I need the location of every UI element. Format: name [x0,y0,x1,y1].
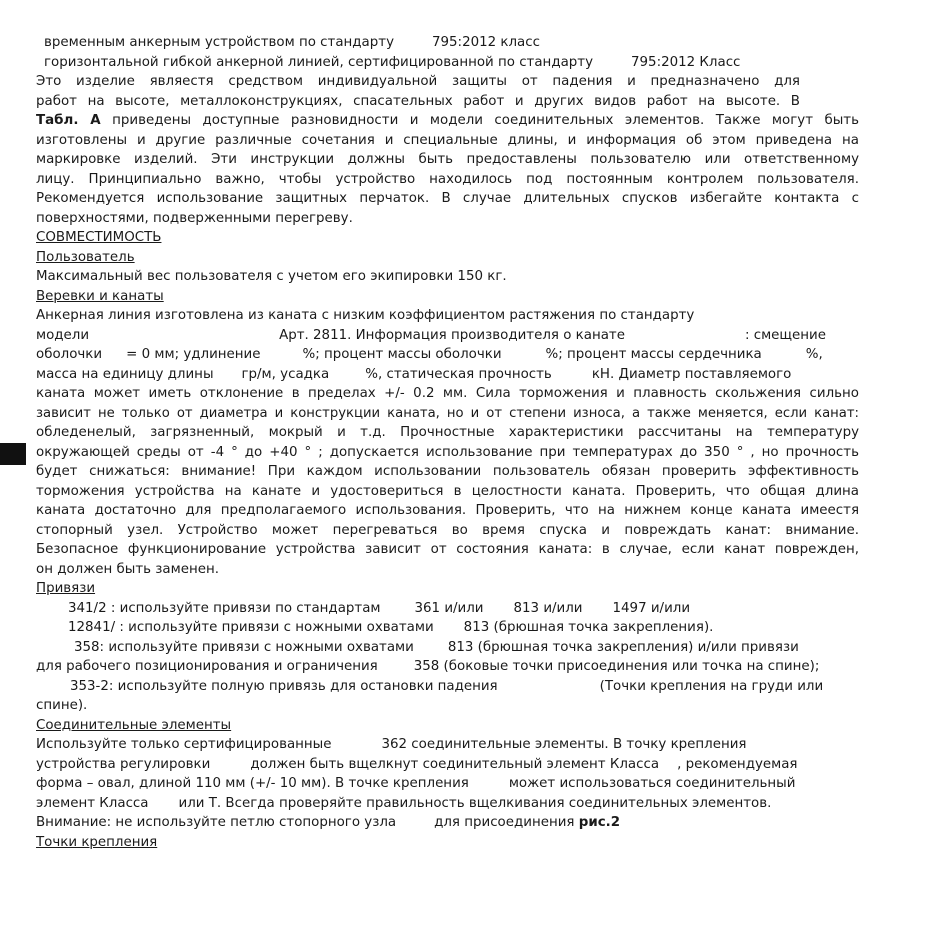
text-line: Безопасное функционирование устройства зависит от состояния каната: в случае, если канат поврежден, [36,542,859,557]
text-line: Анкерная линия изготовлена из каната с низким коэффициентом растяжения по стандарту [36,308,695,323]
text-line: каната достаточно для предполагаемого использования. Проверить, что на нижнем конце каната имеестя [36,503,859,518]
document-page [36,33,859,852]
text-line: 358: используйте привязи с ножными охватами 813 (брюшная точка закрепления) и/или привязи [74,639,799,655]
text-line: временным анкерным устройством по стандарту 795:2012 класс [44,35,540,50]
text-line: окружающей среды от -4 ° до +40 ° ; допускается использование при температурах до 350 ° , но прочность [36,444,859,460]
text-line: Табл. А приведены доступные разновидности и модели соединительных элементов. Также могут быть [36,113,859,128]
text-line: модели Арт. 2811. Информация производителя о канате : смещение [36,327,826,343]
subsection-heading-harness: Привязи [36,581,96,596]
subsection-heading-anchor-points: Точки крепления [36,834,158,850]
text-line: для рабочего позиционирования и ограничения 358 (боковые точки присоединения или точка на спине); [36,659,820,674]
subsection-heading-connectors: Соединительные элементы [36,717,232,733]
text-line: Это изделие являестя средством индивидуальной защиты от падения и предназначено для [36,74,800,89]
text-line: торможения устройства на канате и удостовериться в целостности каната. Проверить, что общая длина [36,483,859,499]
text-line: лицу. Принципиально важно, чтобы устройство находилось под постоянным контролем пользователя. [36,171,859,187]
text-line: Максимальный вес пользователя с учетом его экипировки 150 кг. [36,269,507,284]
text-line: поверхностями, подверженными перегреву. [36,210,353,226]
text-line: масса на единицу длины гр/м, усадка %, статическая прочность кН. Диаметр поставляемого [36,366,792,382]
text-line: изготовлены и другие различные сочетания и специальные длины, и информация об этом приведена на [36,132,859,148]
text-line: элемент Класса или Т. Всегда проверяйте правильность вщелкивания соединительных элементов. [36,795,772,811]
text-line: 341/2 : используйте привязи по стандартам 361 и/или 813 и/или 1497 и/или [68,600,691,616]
text-line: 12841/ : используйте привязи с ножными охватами 813 (брюшная точка закрепления). [68,620,714,635]
text-line: Используйте только сертифицированные 362 соединительные элементы. В точку крепления [36,737,747,752]
subsection-heading-user: Пользователь [36,249,135,265]
text-line: он должен быть заменен. [36,561,219,577]
text-line: горизонтальной гибкой анкерной линией, сертифицированной по стандарту 795:2012 Класс [44,54,741,70]
section-heading-compatibility: СОВМЕСТИМОСТЬ [36,230,162,245]
figure-ref: рис.2 [578,815,621,830]
text-line: стопорный узел. Устройство может перегреваться во время спуска и повреждать канат: внимание. [36,522,859,538]
text-line: форма – овал, длиной 110 мм (+/- 10 мм). В точке крепления может использоваться соединительный [36,776,796,791]
subsection-heading-ropes: Веревки и канаты [36,288,164,304]
text-line: будет снижаться: внимание! При каждом использовании пользователь обязан проверить эффективность [36,464,859,479]
text-line: Внимание: не используйте петлю стопорного узла для присоединения рис.2 [36,815,621,830]
text-line: зависит не только от диаметра и конструкции каната, но и от степени износа, а также меняется, если канат: [36,405,859,421]
text-line: работ на высоте, металлоконструкциях, спасательных работ и других видов работ на высоте. В [36,93,800,109]
text-line: маркировке изделий. Эти инструкции должны быть предоставлены пользователю или ответственному [36,152,859,167]
page-edge-marker [0,443,26,465]
text-line: устройства регулировки должен быть вщелкнут соединительный элемент Класса , рекомендуемая [36,756,798,772]
text-line: Рекомендуется использование защитных перчаток. В случае длительных спусков избегайте контакта с [36,191,859,206]
text-line: оболочки = 0 мм; удлинение %; процент массы оболочки %; процент массы сердечника %, [36,347,823,362]
text-line: 353-2: используйте полную привязь для остановки падения (Точки крепления на груди или [70,678,824,694]
text-line: спине). [36,698,88,713]
text-line: каната может иметь отклонение в пределах +/- 0.2 мм. Сила торможения и плавность скольжения сильно [36,386,859,401]
text-line: обледенелый, загрязненный, мокрый и т.д. Прочностные характеристики рассчитаны на температуру [36,425,859,440]
